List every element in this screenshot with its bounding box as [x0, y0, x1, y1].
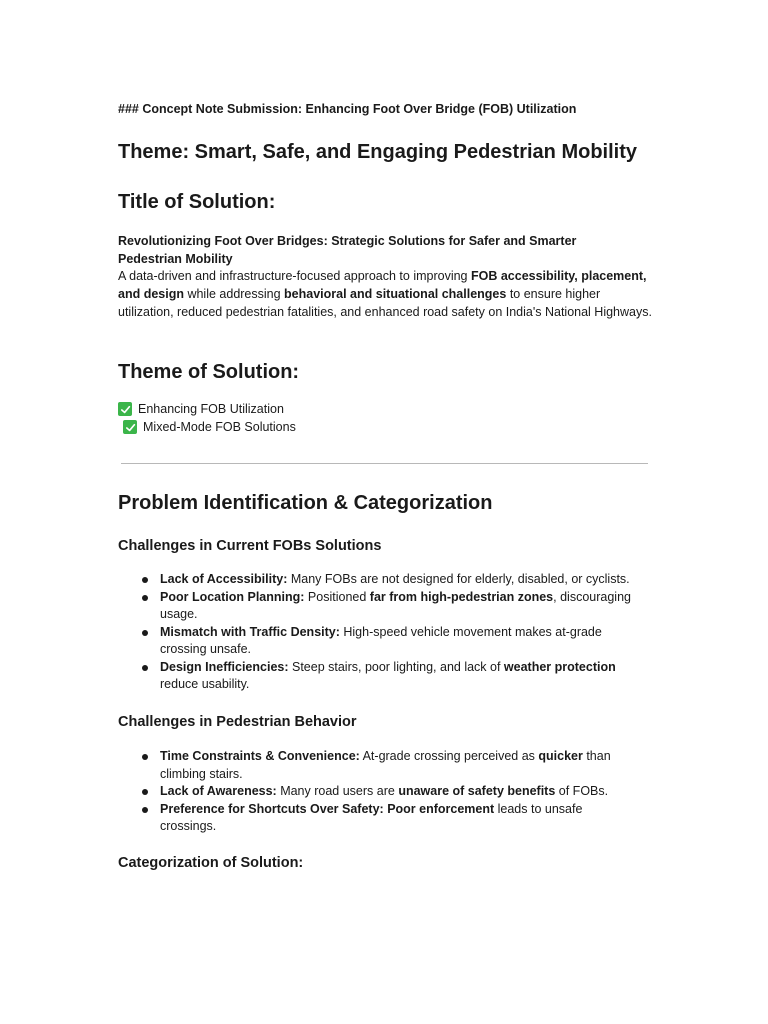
list-item: Time Constraints & Convenience: At-grade crossing perceived as quicker than climbing stairs. — [118, 748, 638, 783]
theme-of-solution-heading: Theme of Solution: — [118, 361, 300, 383]
theme-item-label: Enhancing FOB Utilization — [138, 402, 284, 416]
concept-note-header: ### Concept Note Submission: Enhancing Foot Over Bridge (FOB) Utilization — [118, 102, 577, 116]
problem-identification-heading: Problem Identification & Categorization — [118, 492, 493, 514]
title-of-solution-heading: Title of Solution: — [118, 191, 276, 213]
solution-description: A data-driven and infrastructure-focused approach to improving FOB accessibility, placement, and design while addressing behavioral and situational challenges to ensure higher utilization, reduced pedestrian fatalities, and enhanced road safety on India's National Highways. — [118, 269, 652, 319]
solution-subtitle: Revolutionizing Foot Over Bridges: Strategic Solutions for Safer and Smarter Pedestrian Mobility — [118, 234, 577, 266]
list-item: Design Inefficiencies: Steep stairs, poor lighting, and lack of weather protection reduce usability. — [118, 659, 638, 694]
categorization-heading: Categorization of Solution: — [118, 855, 304, 871]
behavior-challenges-list — [118, 748, 638, 836]
theme-item — [123, 420, 296, 434]
theme-heading: Theme: Smart, Safe, and Engaging Pedestrian Mobility — [118, 141, 637, 163]
behavior-challenges-heading: Challenges in Pedestrian Behavior — [118, 714, 357, 730]
fob-challenges-list — [118, 571, 638, 694]
list-item: Mismatch with Traffic Density: High-speed vehicle movement makes at-grade crossing unsafe. — [118, 624, 638, 659]
checkmark-icon — [118, 402, 132, 416]
fob-challenges-heading: Challenges in Current FOBs Solutions — [118, 538, 382, 554]
list-item: Lack of Awareness: Many road users are unaware of safety benefits of FOBs. — [118, 783, 638, 801]
checkmark-icon — [123, 420, 137, 434]
list-item: Poor Location Planning: Positioned far from high-pedestrian zones, discouraging usage. — [118, 589, 638, 624]
section-divider — [121, 463, 648, 464]
list-item: Preference for Shortcuts Over Safety: Poor enforcement leads to unsafe crossings. — [118, 801, 638, 836]
theme-item — [118, 402, 284, 416]
list-item: Lack of Accessibility: Many FOBs are not designed for elderly, disabled, or cyclists. — [118, 571, 638, 589]
theme-item-label: Mixed-Mode FOB Solutions — [143, 420, 296, 434]
